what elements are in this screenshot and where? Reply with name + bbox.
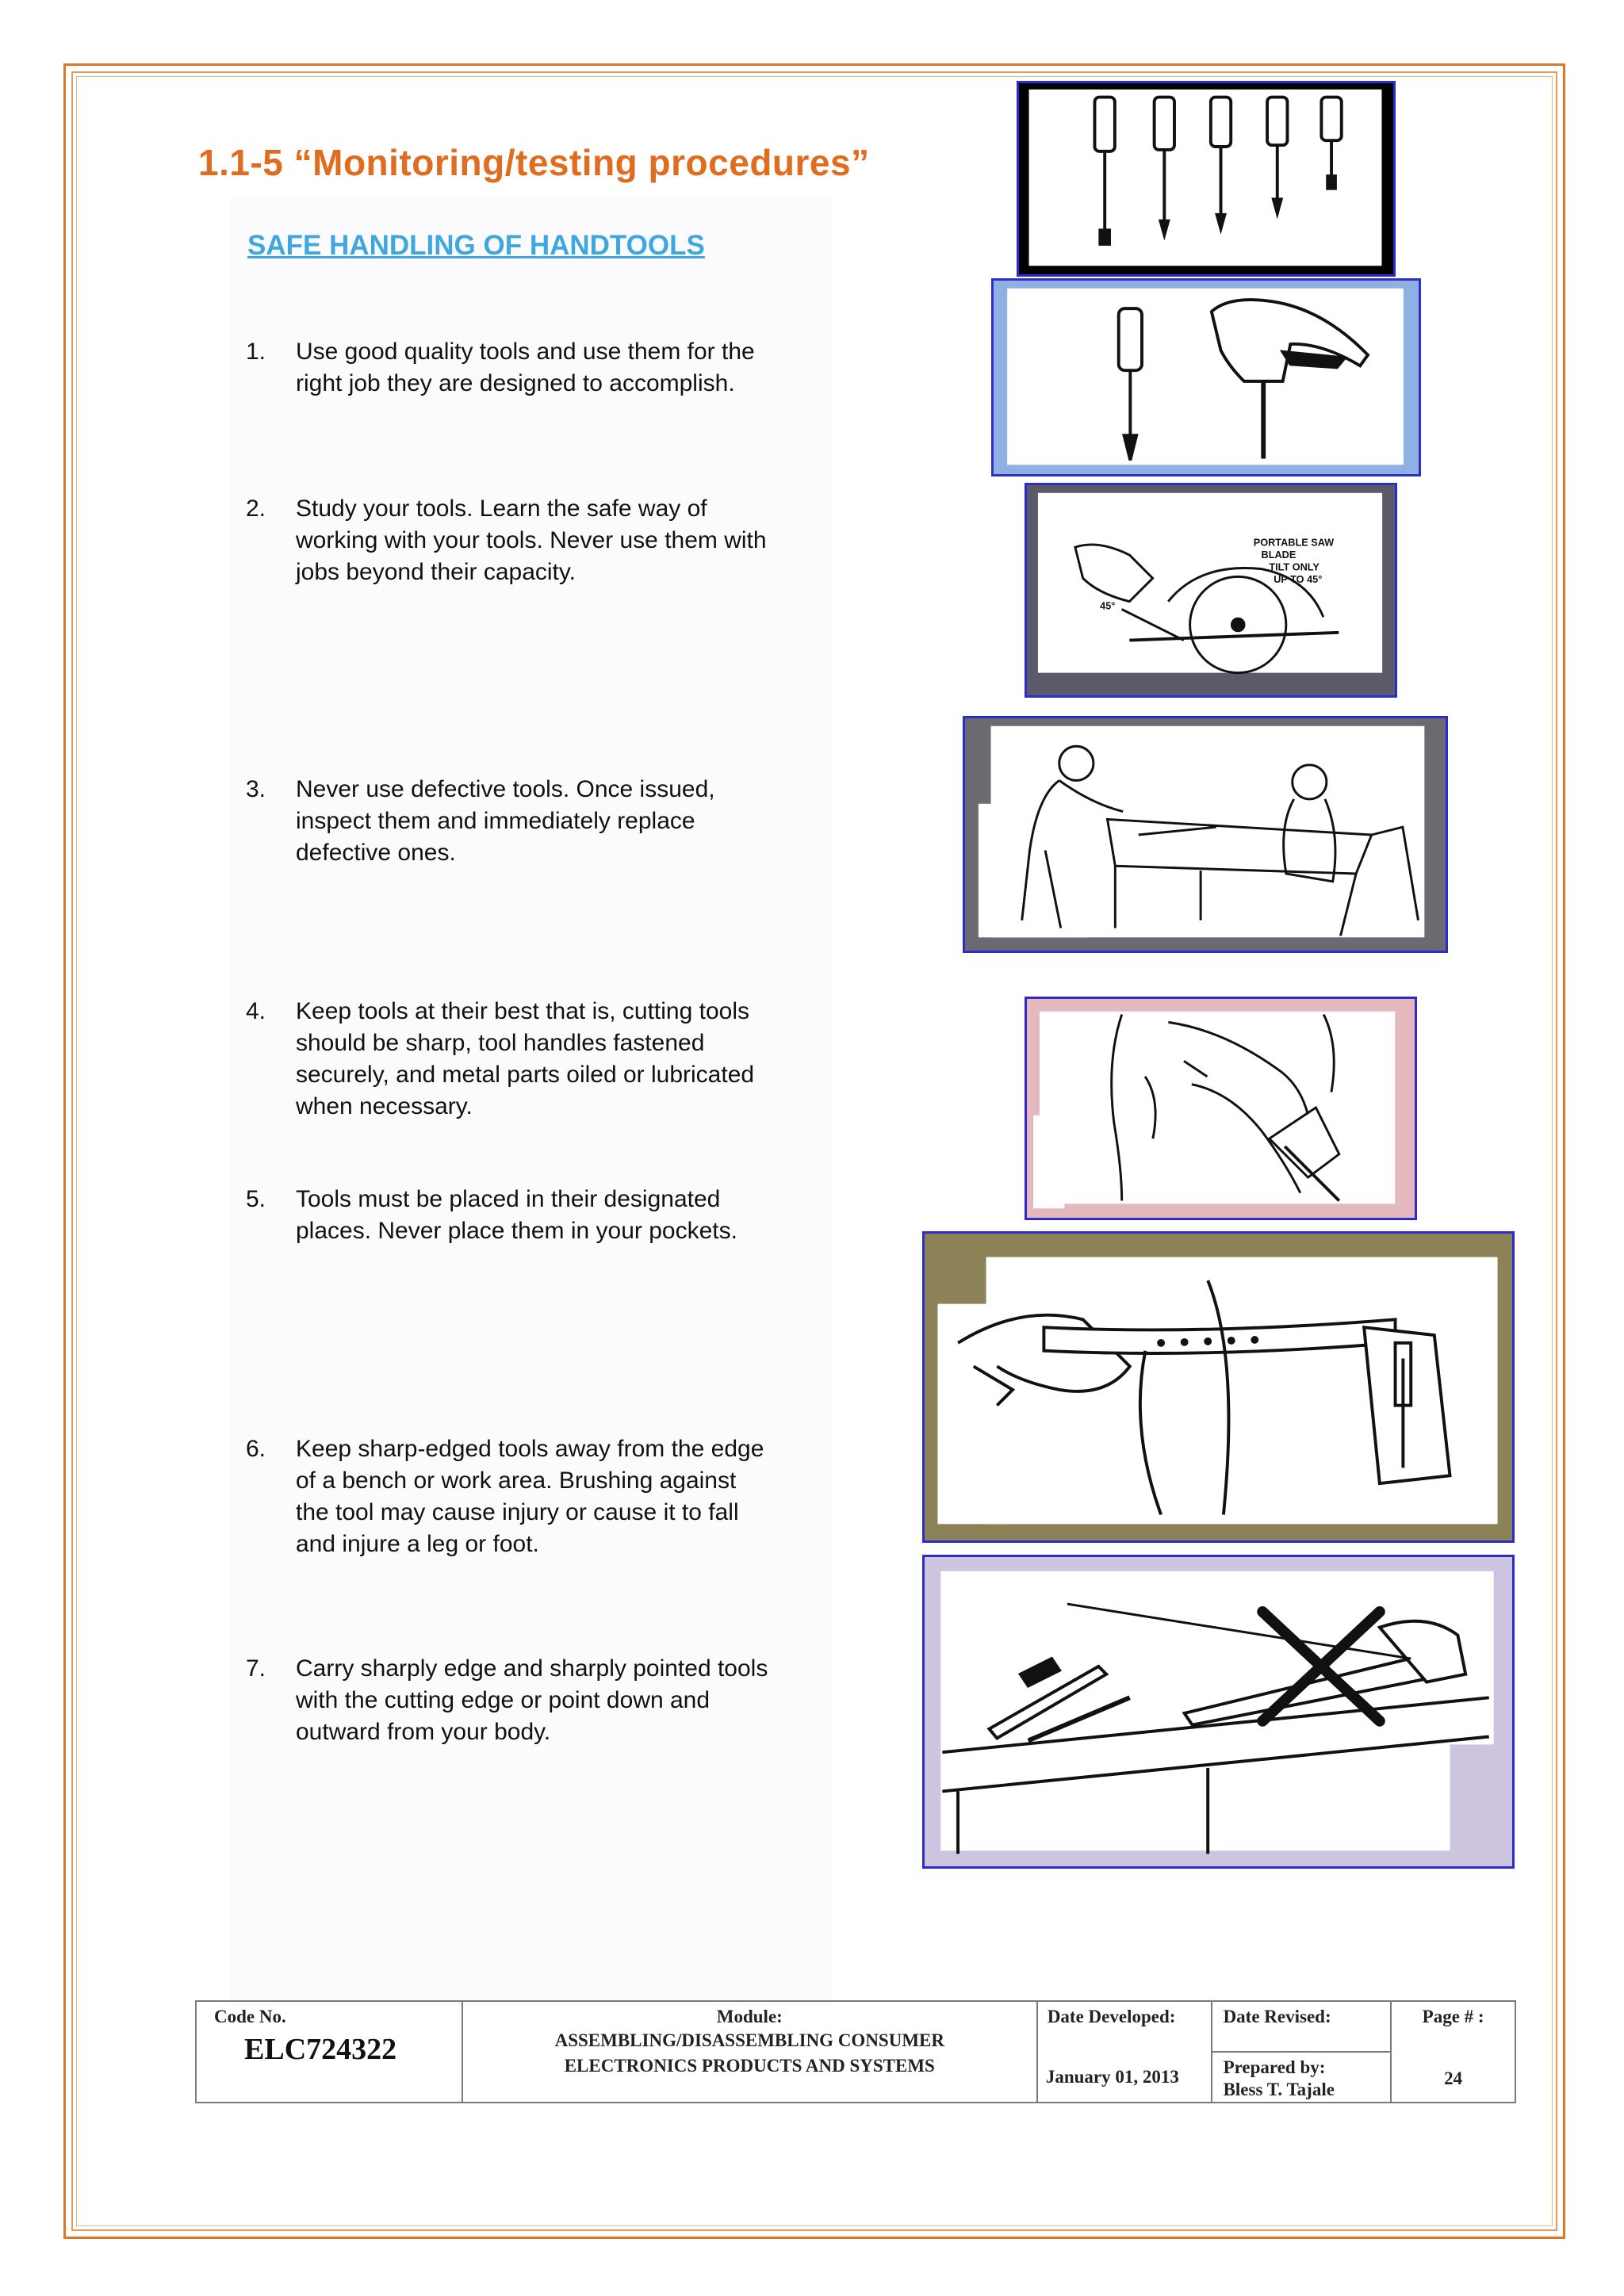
item-line: when necessary. xyxy=(296,1093,473,1119)
saw-on-bench-drawing xyxy=(925,1557,1512,1866)
item-line: Use good quality tools and use them for the xyxy=(296,339,755,365)
item-line: of a bench or work area. Brushing against xyxy=(296,1468,737,1494)
code-cell xyxy=(196,2001,462,2103)
item-line: jobs beyond their capacity. xyxy=(296,559,576,585)
item-number: 2. xyxy=(246,496,266,522)
item-line: and injure a leg or foot. xyxy=(296,1531,539,1557)
item-text xyxy=(296,774,898,869)
module-title-line: ASSEMBLING/DISASSEMBLING CONSUMER xyxy=(554,2030,944,2050)
workers-at-desk-drawing xyxy=(965,718,1446,951)
prepared-by-cell xyxy=(1212,2052,1392,2103)
saw-on-bench-illustration xyxy=(922,1555,1515,1869)
screwdriver-hammer-drawing xyxy=(994,281,1419,474)
item-text xyxy=(296,996,898,1123)
item-line: Carry sharply edge and sharply pointed tools xyxy=(296,1655,768,1682)
item-line: Keep sharp-edged tools away from the edge xyxy=(296,1436,764,1462)
section-subheading: SAFE HANDLING OF HANDTOOLS xyxy=(247,230,705,261)
item-text xyxy=(296,1184,898,1247)
page-label: Page # : xyxy=(1422,2007,1484,2026)
item-number: 3. xyxy=(246,776,266,802)
item-line: Tools must be placed in their designated xyxy=(296,1186,721,1212)
tool-belt-illustration xyxy=(922,1231,1515,1543)
screwdriver-hammer-illustration xyxy=(991,278,1421,476)
page-number: 24 xyxy=(1444,2068,1463,2088)
screwdrivers-drawing xyxy=(1019,83,1393,274)
item-number: 6. xyxy=(246,1436,266,1462)
item-line: with the cutting edge or point down and xyxy=(296,1687,710,1713)
screwdrivers-illustration xyxy=(1017,81,1396,277)
item-line: the tool may cause injury or cause it to fall xyxy=(296,1499,739,1525)
item-line: should be sharp, tool handles fastened xyxy=(296,1030,705,1056)
item-line: right job they are designed to accomplish. xyxy=(296,370,735,396)
portable-saw-illustration xyxy=(1025,483,1397,698)
item-line: securely, and metal parts oiled or lubricated xyxy=(296,1062,755,1088)
tool-in-pocket-drawing xyxy=(1027,999,1415,1218)
workers-at-desk-illustration xyxy=(963,716,1448,953)
tool-belt-drawing xyxy=(925,1234,1512,1540)
prepared-by-value: Bless T. Tajale xyxy=(1223,2080,1335,2099)
item-line: Study your tools. Learn the safe way of xyxy=(296,496,707,522)
item-line: places. Never place them in your pockets. xyxy=(296,1218,737,1244)
item-line: inspect them and immediately replace xyxy=(296,808,695,834)
prepared-by-label: Prepared by: xyxy=(1223,2057,1326,2077)
page-cell xyxy=(1391,2001,1515,2103)
date-developed-value: January 01, 2013 xyxy=(1045,2067,1179,2087)
document-footer xyxy=(195,2000,1516,2103)
item-text xyxy=(296,336,898,400)
date-revised-label: Date Revised: xyxy=(1223,2007,1331,2026)
item-text xyxy=(296,493,898,588)
item-text xyxy=(296,1653,898,1748)
date-developed-label: Date Developed: xyxy=(1047,2007,1176,2026)
saw-label-line: BLADE xyxy=(1261,548,1297,561)
section-heading: 1.1-5 “Monitoring/testing procedures” xyxy=(198,142,870,183)
module-label: Module: xyxy=(716,2007,783,2026)
date-revised-cell xyxy=(1212,2001,1392,2052)
item-line: working with your tools. Never use them with xyxy=(296,527,767,553)
module-cell xyxy=(462,2001,1037,2103)
code-label: Code No. xyxy=(214,2007,286,2026)
module-title-line: ELECTRONICS PRODUCTS AND SYSTEMS xyxy=(564,2056,935,2076)
saw-label-line: TILT ONLY xyxy=(1269,561,1320,573)
date-developed-cell xyxy=(1037,2001,1212,2103)
portable-saw-drawing xyxy=(1027,485,1395,695)
saw-angle-label: 45° xyxy=(1100,599,1116,612)
item-number: 4. xyxy=(246,998,266,1024)
item-line: Never use defective tools. Once issued, xyxy=(296,776,715,802)
item-line: defective ones. xyxy=(296,840,456,866)
item-number: 7. xyxy=(246,1655,266,1682)
item-number: 1. xyxy=(246,339,266,365)
item-number: 5. xyxy=(246,1186,266,1212)
code-value: ELC724322 xyxy=(244,2033,397,2066)
saw-label-line: UP TO 45° xyxy=(1274,573,1323,586)
saw-label-line: PORTABLE SAW xyxy=(1253,536,1335,549)
tool-in-pocket-illustration xyxy=(1025,997,1417,1220)
item-line: Keep tools at their best that is, cutting tools xyxy=(296,998,749,1024)
item-line: outward from your body. xyxy=(296,1719,551,1745)
item-text xyxy=(296,1433,898,1560)
